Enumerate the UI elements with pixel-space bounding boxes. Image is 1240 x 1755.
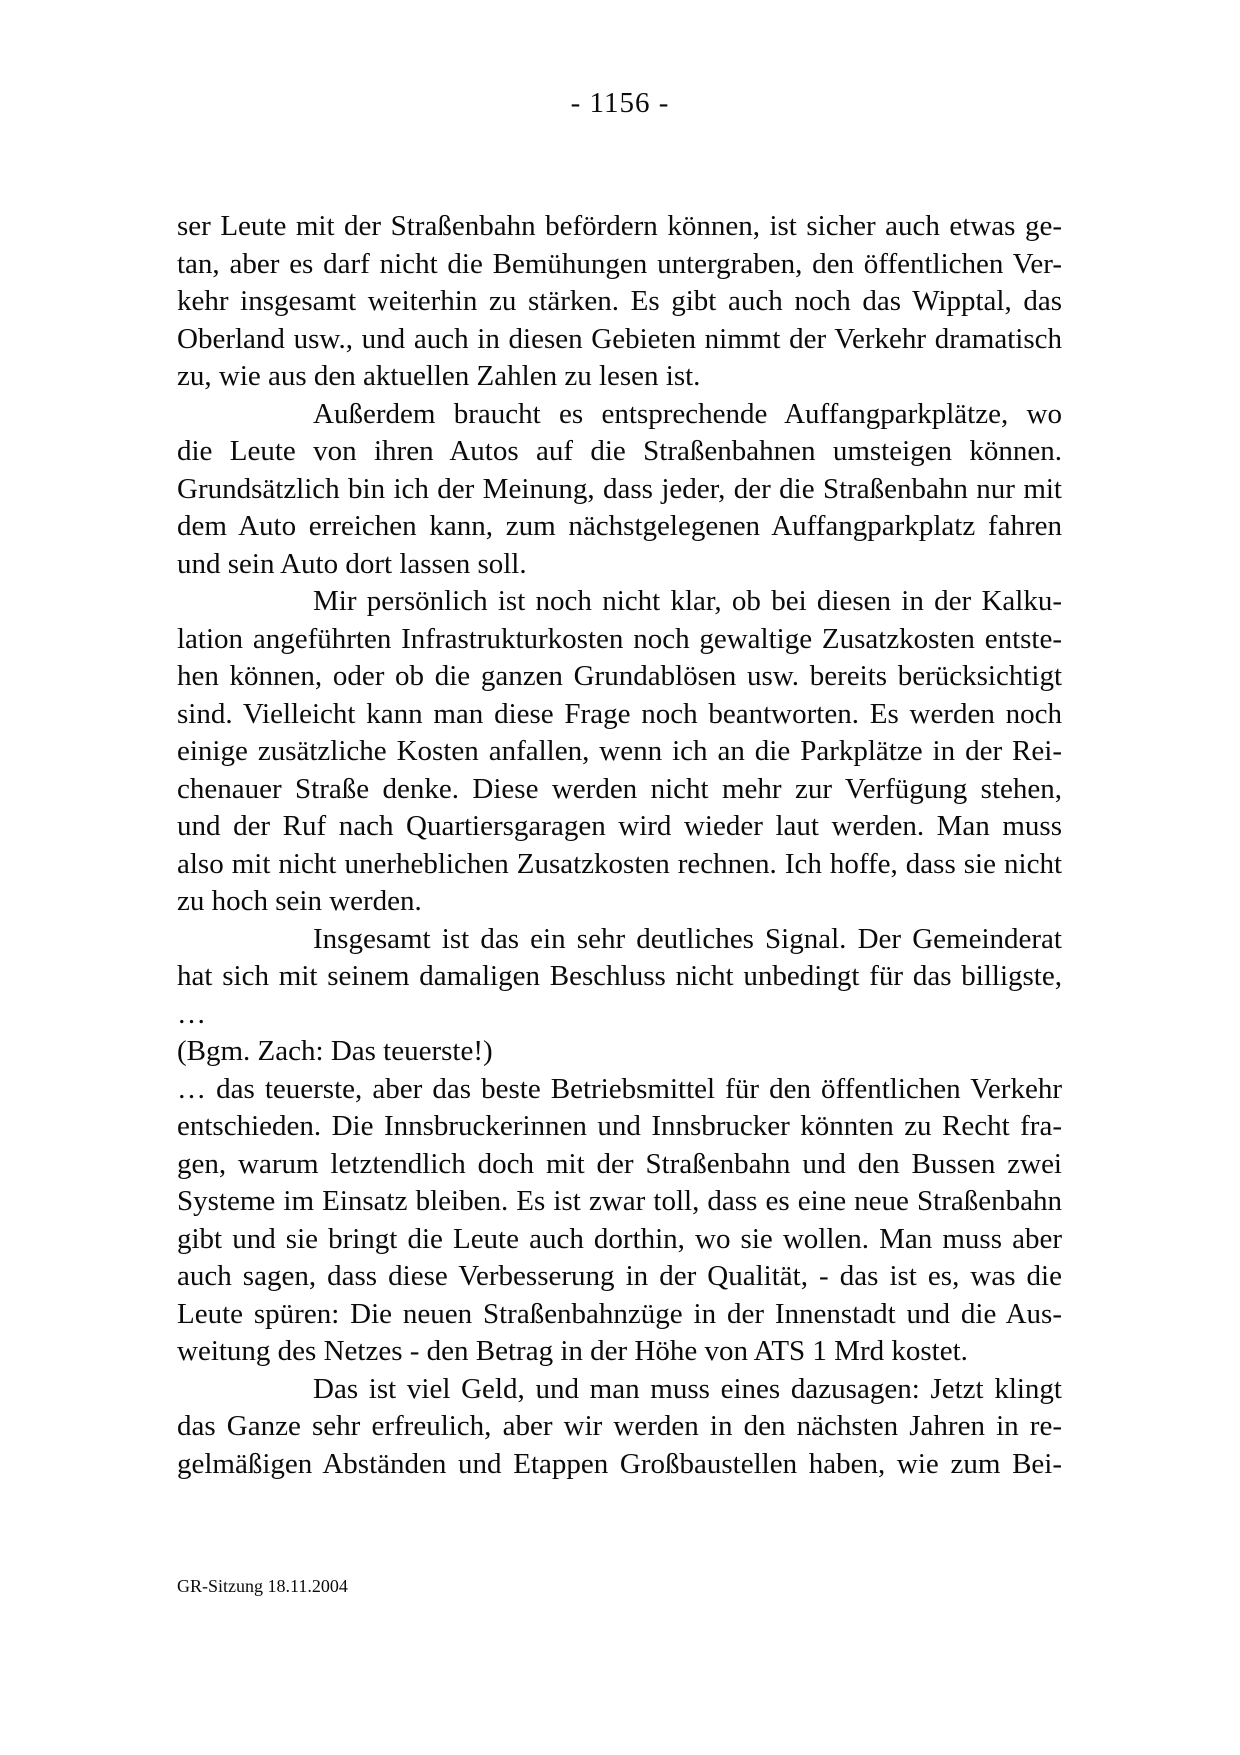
- text-line: (Bgm. Zach: Das teuerste!): [177, 1035, 493, 1067]
- text-line: Das ist viel Geld, und man muss eines dazusagen: Jetzt klingt: [313, 1372, 1062, 1405]
- text-line: lation angeführten Infrastrukturkosten noch gewaltige Zusatzkosten entste-: [177, 622, 1062, 655]
- document-body: [177, 208, 1062, 1483]
- text-line: sind. Vielleicht kann man diese Frage noch beantworten. Es werden noch: [177, 697, 1062, 730]
- text-line: … das teuerste, aber das beste Betriebsmittel für den öffentlichen Verkehr: [177, 1072, 1062, 1105]
- text-line: das Ganze sehr erfreulich, aber wir werden in den nächsten Jahren in re-: [177, 1410, 1062, 1442]
- text-line: chenauer Straße denke. Diese werden nicht mehr zur Verfügung stehen,: [177, 772, 1062, 805]
- text-line: gen, warum letztendlich doch mit der Straßenbahn und den Bussen zwei: [177, 1147, 1062, 1180]
- text-line: Oberland usw., und auch in diesen Gebieten nimmt der Verkehr dramatisch: [177, 322, 1062, 355]
- text-line: …: [177, 997, 206, 1030]
- text-line: Insgesamt ist das ein sehr deutliches Signal. Der Gemeinderat: [313, 922, 1062, 955]
- text-line: also mit nicht unerheblichen Zusatzkosten rechnen. Ich hoffe, dass sie nicht: [177, 847, 1062, 880]
- text-line: zu, wie aus den aktuellen Zahlen zu lesen ist.: [177, 360, 701, 392]
- text-line: und sein Auto dort lassen soll.: [177, 547, 527, 580]
- text-line: Systeme im Einsatz bleiben. Es ist zwar toll, dass es eine neue Straßenbahn: [177, 1185, 1062, 1217]
- text-line: hat sich mit seinem damaligen Beschluss nicht unbedingt für das billigste,: [177, 960, 1062, 992]
- text-line: dem Auto erreichen kann, zum nächstgelegenen Auffangparkplatz fahren: [177, 510, 1062, 542]
- text-line: Außerdem braucht es entsprechende Auffangparkplätze, wo: [313, 397, 1062, 430]
- text-line: Grundsätzlich bin ich der Meinung, dass jeder, der die Straßenbahn nur mit: [177, 472, 1062, 505]
- text-line: und der Ruf nach Quartiersgaragen wird wieder laut werden. Man muss: [177, 810, 1062, 842]
- text-line: gelmäßigen Abständen und Etappen Großbaustellen haben, wie zum Bei-: [177, 1447, 1062, 1480]
- text-line: hen können, oder ob die ganzen Grundablösen usw. bereits berücksichtigt: [177, 660, 1062, 692]
- text-line: gibt und sie bringt die Leute auch dorthin, wo sie wollen. Man muss aber: [177, 1222, 1062, 1255]
- text-line: ser Leute mit der Straßenbahn befördern können, ist sicher auch etwas ge-: [177, 210, 1062, 242]
- text-line: Leute spüren: Die neuen Straßenbahnzüge in der Innenstadt und die Aus-: [177, 1297, 1062, 1330]
- text-line: tan, aber es darf nicht die Bemühungen untergraben, den öffentlichen Ver-: [177, 247, 1062, 280]
- text-line: auch sagen, dass diese Verbesserung in der Qualität, - das ist es, was die: [177, 1260, 1062, 1292]
- text-line: die Leute von ihren Autos auf die Straßenbahnen umsteigen können.: [177, 435, 1062, 467]
- text-line: kehr insgesamt weiterhin zu stärken. Es gibt auch noch das Wipptal, das: [177, 285, 1062, 317]
- text-line: weitung des Netzes - den Betrag in der Höhe von ATS 1 Mrd kostet.: [177, 1335, 968, 1367]
- page-number: - 1156 -: [570, 87, 670, 119]
- page-footer: GR-Sitzung 18.11.2004: [177, 1576, 348, 1596]
- text-line: entschieden. Die Innsbruckerinnen und Innsbrucker könnten zu Recht fra-: [177, 1110, 1062, 1142]
- text-line: Mir persönlich ist noch nicht klar, ob bei diesen in der Kalku-: [313, 585, 1062, 617]
- text-line: einige zusätzliche Kosten anfallen, wenn ich an die Parkplätze in der Rei-: [177, 735, 1062, 767]
- text-line: zu hoch sein werden.: [177, 885, 422, 917]
